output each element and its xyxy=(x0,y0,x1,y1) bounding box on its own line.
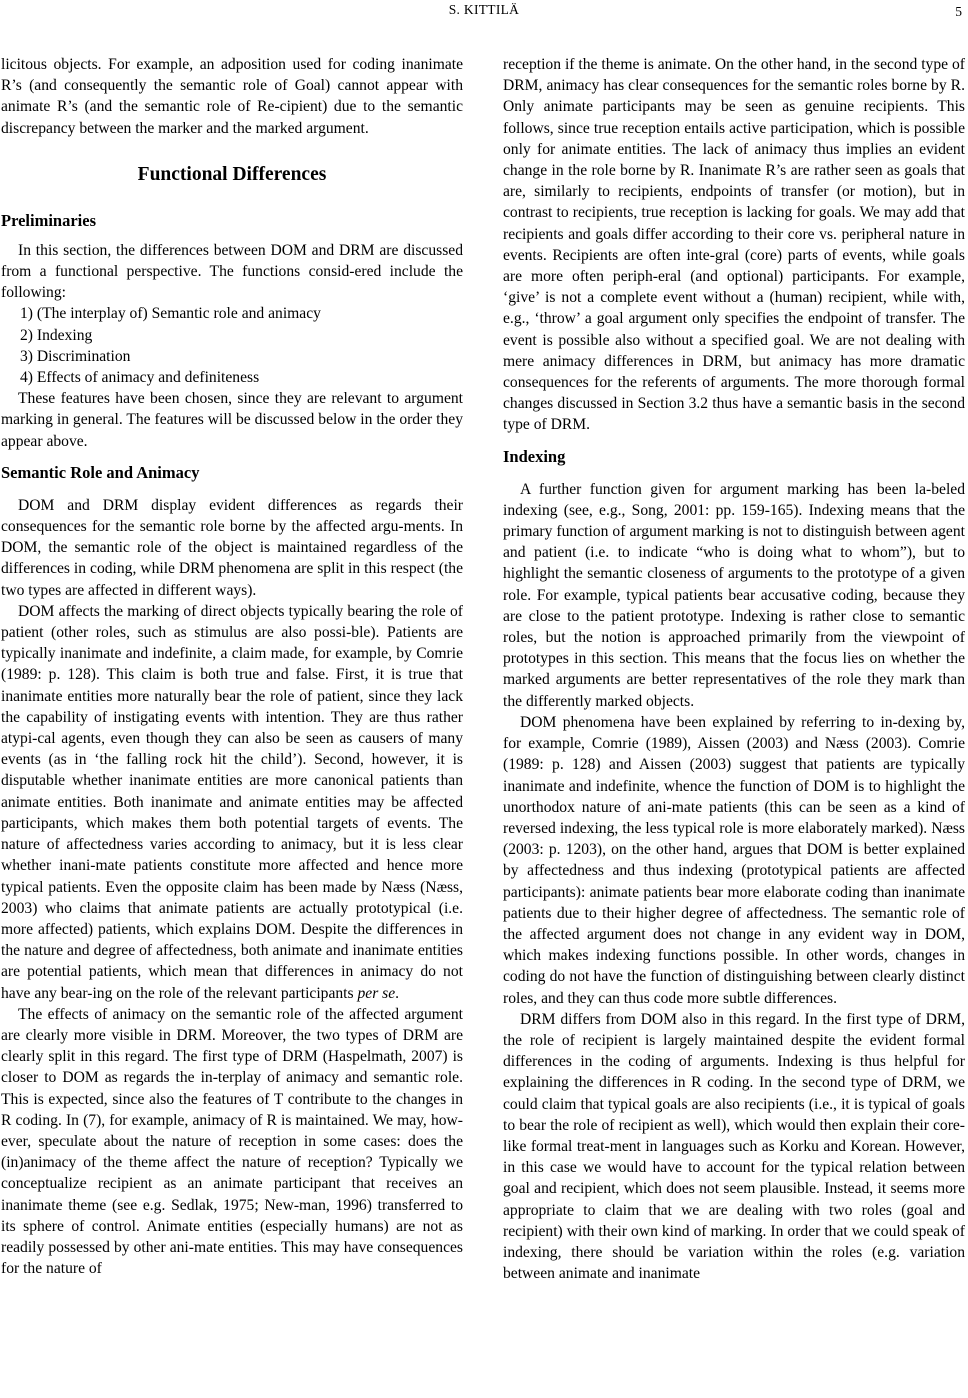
continued-paragraph-right: reception if the theme is animate. On the other hand, in the second type of DRM, animacy has clear consequences for the semantic roles borne by R. Only animate participants may be seen as genuine recipients. This follows, since true reception entails active participation, which is possible only for animate entities. The lack of animacy thus implies an evident change in the role borne by R. Inanimate R’s are rather seen as goals that are, similarly to recipients, endpoints of transfer (or motion), but in contrast to recipients, true reception is lacking for goals. We may add that recipients and goals differ according to their core vs. peripheral nature in events. Recipients are often inte-gral (core) parts of events, while goals are more often periph-eral (and optional) participants. For example, ‘give’ is not a complete event without a (human) recipient, while with, e.g., ‘throw’ a goal argument only specifies the endpoint of transfer. The event is possible also without a specified goal. We are not dealing with mere animacy differences in DRM, but animacy has more dramatic consequences for the referents of arguments. The more thorough formal changes discussed in Section 3.2 thus have a semantic basis in the second type of DRM. xyxy=(503,56,965,434)
list-item: 3) Discrimination xyxy=(20,347,131,365)
list-item: 4) Effects of animacy and definiteness xyxy=(20,369,260,387)
paragraph-semantic-role-2 xyxy=(1,601,463,1004)
list-item: 1) (The interplay of) Semantic role and animacy xyxy=(20,305,321,323)
paragraph-features: These features have been chosen, since they are relevant to argument marking in general. The features will be discussed below in the order they appear above. xyxy=(1,390,463,450)
running-head xyxy=(0,2,968,22)
paragraph-end: . xyxy=(395,984,400,1002)
running-head-author: S. KITTILÄ xyxy=(448,2,520,17)
paragraph-semantic-role-3: The effects of animacy on the semantic role of the affected argument are clearly more visible in DRM. Moreover, the two types of DRM are clearly split in this regard. The first type of DRM (Haspelmath, 2007) is closer to DOM as regards the in-terplay of animacy and semantic role. This is expected, since also the features of T contribute to the changes in R coding. In (7), for example, animacy of R is maintained. We may, how-ever, speculate about the nature of reception in some cases: does the (in)animacy of the theme affect the nature of reception? Typically we conceptualize recipient as an animate participant that receives an inanimate theme (see e.g. Sedlak, 1975; New-man, 1996) transferred to its sphere of control. Animate entities (especially humans) are not as readily possessed by other ani-mate entities. This may have consequences for the nature of xyxy=(1,1005,463,1278)
italic-term: per se xyxy=(357,984,396,1002)
page-number: 5 xyxy=(955,4,962,19)
section-title: Functional Differences xyxy=(137,163,327,185)
continued-paragraph: licitous objects. For example, an adposition used for coding inanimate R’s (and consequently the semantic role of Goal) cannot appear with animate R’s (and the semantic role of Re-cipient) due to the semantic discrepancy between the marker and the marked argument. xyxy=(1,56,463,137)
subsection-heading-preliminaries: Preliminaries xyxy=(1,210,97,230)
subsection-heading-indexing: Indexing xyxy=(503,446,566,466)
paragraph-semantic-role-1: DOM and DRM display evident differences as regards their consequences for the semantic role borne by the affected argu-ments. In DOM, the semantic role of the object is maintained regardless of the differences in coding, while DRM phenomena are split in this respect (the two types are affected in different ways). xyxy=(1,496,463,599)
left-column xyxy=(1,54,463,1279)
paragraph-indexing-1: A further function given for argument marking has been la-beled indexing (see, e.g., Song, 2001: pp. 159-165). Indexing means that the primary function of argument marking is not to distinguish between agent and patient (i.e. to indicate “who is doing what to whom”), but to highlight the semantic closeness of arguments to the prototype of a given role. For example, typical patients bear accusative coding, because they are close to the patient prototype. Indexing is rather close to semantic roles, but the notion is approached primarily from the viewpoint of prototypes in this section. This means that the focus lies on whether the marked arguments are better representatives of the role they mark than the differently marked objects. xyxy=(503,480,965,710)
subsection-heading-semantic-role: Semantic Role and Animacy xyxy=(1,462,200,482)
right-column xyxy=(503,54,965,1284)
paragraph-indexing-3: DRM differs from DOM also in this regard. In the first type of DRM, the role of recipient is largely maintained despite the evident formal differences in the coding of arguments. Indexing is thus helpful for explaining the differences in R coding. In the second type of DRM, we could claim that typical goals are also recipients (i.e., it is typical of goals to bear the role of recipient as well), which would then explain their core-like formal treat-ment in languages such as Korku and Korean. However, in this case we would have to account for the typical relation between goal and recipient, which does not seem plausible. Instead, it seems more appropriate to claim that we are dealing with two roles (goal and recipient) with their own kind of marking. In order that we could speak of indexing, there should be variation within the roles (e.g. variation between animate and inanimate xyxy=(503,1010,965,1283)
functions-list xyxy=(1,303,463,388)
paragraph-indexing-2: DOM phenomena have been explained by referring to in-dexing by, for example, Comrie (1989), Aissen (2003) and Næss (2003). Comrie (1989: p. 128) and Aissen (2003) suggest that patients are typically inanimate and indefinite, whence the function of DOM is to highlight the unorthodox nature of ani-mate patients (this can be seen as a kind of reversed indexing, the less typical role is more elaborately marked). Næss (2003: p. 1203), on the other hand, argues that DOM is better explained by affectedness and thus indexing (prototypical patients are affected participants): animate patients bear more elaborate coding than inanimate patients due to their higher degree of affectedness. The semantic role of the affected argument does not change in any evident way in DOM, which makes indexing functions possible. In other words, changes in coding do not have the function of distinguishing between clearly distinct roles, and they can thus code more subtle differences. xyxy=(503,713,965,1007)
list-item: 2) Indexing xyxy=(20,326,93,344)
paragraph-preliminaries: In this section, the differences between DOM and DRM are discussed from a functional perspective. The functions consid-ered include the following: xyxy=(1,241,463,302)
paragraph-text: DOM affects the marking of direct objects typically bearing the role of patient (other roles, such as stimulus are also possi-ble). Patients are typically inanimate and indefinite, a claim made, for example, by Comrie (1989: p. 128). This claim is both true and false. First, it is true that inanimate entities more naturally bear the role of patient, since they lack the capability of instigating events with intention. They are thus rather atypi-cal agents, even though they can also be seen as causers of many events (as in ‘the falling rock hit the child’). Second, however, it is disputable whether inanimate entities are more canonical patients than animate entities. Both inanimate and animate entities may be affected participants, which makes them both potential targets of events. The nature of affectedness varies according to animacy, but it is less clear whether inani-mate patients constitute more affected and hence more typical patients. Even the opposite claim has been made by Næss (Næss, 2003) who claims that animate patients are actually prototypical (i.e. more affected) patients, which explains DOM. Despite the differences in the nature and degree of affectedness, both animate and inanimate entities are potential patients, which mean that differences in animacy do not have any bear-ing on the role of the relevant participants xyxy=(1,602,463,1002)
